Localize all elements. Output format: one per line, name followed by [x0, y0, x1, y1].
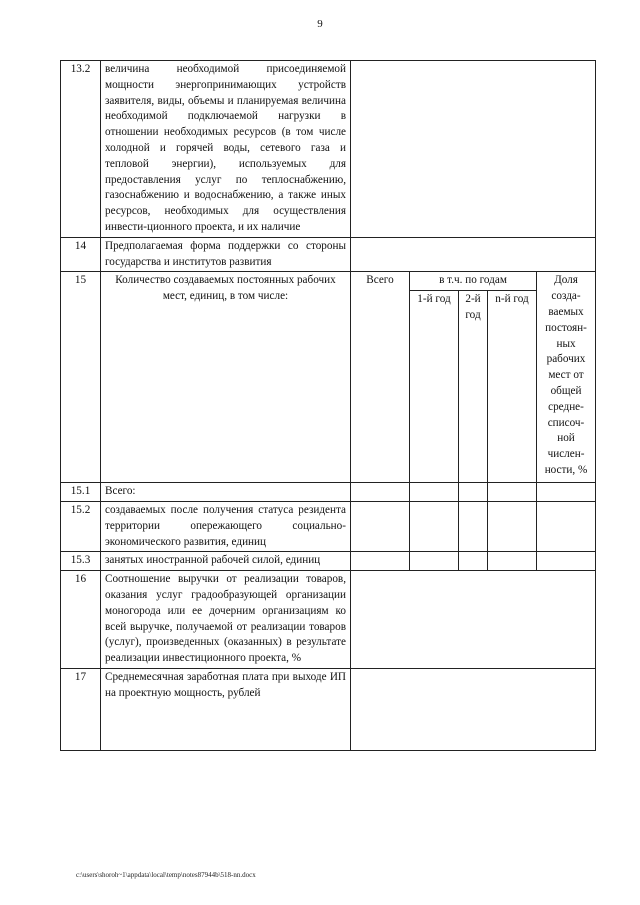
by-years-header: в т.ч. по годам: [410, 272, 537, 291]
value-cell[interactable]: [351, 483, 410, 502]
value-cell[interactable]: [351, 668, 596, 750]
value-cell[interactable]: [410, 552, 459, 571]
row-number: 15.1: [61, 483, 101, 502]
row-label: создаваемых после получения статуса резидента территории опережающего социально-экономического развития, единиц: [101, 501, 351, 551]
row-label: Количество создаваемых постоянных рабочих мест, единиц, в том числе:: [101, 272, 351, 483]
value-cell[interactable]: [410, 483, 459, 502]
row-number: 13.2: [61, 61, 101, 238]
value-cell[interactable]: [410, 501, 459, 551]
value-cell[interactable]: [488, 483, 537, 502]
row-label: Предполагаемая форма поддержки со стороны государства и институтов развития: [101, 237, 351, 272]
value-cell[interactable]: [537, 501, 596, 551]
year-n-header: n-й год: [488, 291, 537, 483]
share-header: Доля созда-ваемых постоян-ных рабочих мест от общей средне-списоч-ной числен-ности, %: [537, 272, 596, 483]
table-row-16: [61, 571, 596, 669]
row-number: 14: [61, 237, 101, 272]
row-label: Среднемесячная заработная плата при выходе ИП на проектную мощность, рублей: [101, 668, 351, 750]
year-1-header: 1-й год: [410, 291, 459, 483]
document-path-footer: c:\users\shoroh~1\appdata\local\temp\notes87944b\518-nn.docx: [76, 871, 256, 879]
value-cell[interactable]: [459, 552, 488, 571]
page-number: 9: [317, 18, 323, 30]
value-cell[interactable]: [459, 483, 488, 502]
value-cell[interactable]: [537, 483, 596, 502]
application-form-table: [60, 60, 596, 751]
total-header: Всего: [351, 272, 410, 483]
row-number: 15.2: [61, 501, 101, 551]
year-2-header: 2-й год: [459, 291, 488, 483]
value-cell[interactable]: [351, 237, 596, 272]
table-row-15-3: [61, 552, 596, 571]
row-label: занятых иностранной рабочей силой, единиц: [101, 552, 351, 571]
value-cell[interactable]: [459, 501, 488, 551]
row-number: 16: [61, 571, 101, 669]
row-number: 15: [61, 272, 101, 483]
value-cell[interactable]: [351, 61, 596, 238]
value-cell[interactable]: [488, 501, 537, 551]
table-row-13-2: [61, 61, 596, 238]
table-row-15: [61, 272, 596, 291]
value-cell[interactable]: [488, 552, 537, 571]
table-row-17: [61, 668, 596, 750]
value-cell[interactable]: [537, 552, 596, 571]
row-label: величина необходимой присоединяемой мощности энергопринимающих устройств заявителя, виды, объемы и планируемая величина необходимой подключаемой нагрузки в отношении необходимых ресурсов (в том числе холодной и горячей воды, сетевого газа и тепловой энергии), используемых для предоставления услуг по теплоснабжению, газоснабжению и водоснабжению, а также иных ресурсов, необходимых для осуществления инвести-ционного проекта, и их наличие: [101, 61, 351, 238]
value-cell[interactable]: [351, 571, 596, 669]
row-number: 15.3: [61, 552, 101, 571]
value-cell[interactable]: [351, 501, 410, 551]
row-label: Соотношение выручки от реализации товаров, оказания услуг градообразующей организации моногорода или ее дочерним организациям ко всей выручке, получаемой от реализации товаров (услуг), произведенных (оказанных) в результате реализации инвестиционного проекта, %: [101, 571, 351, 669]
table-row-14: [61, 237, 596, 272]
table-row-15-2: [61, 501, 596, 551]
value-cell[interactable]: [351, 552, 410, 571]
row-number: 17: [61, 668, 101, 750]
row-label: Всего:: [101, 483, 351, 502]
table-row-15-1: [61, 483, 596, 502]
